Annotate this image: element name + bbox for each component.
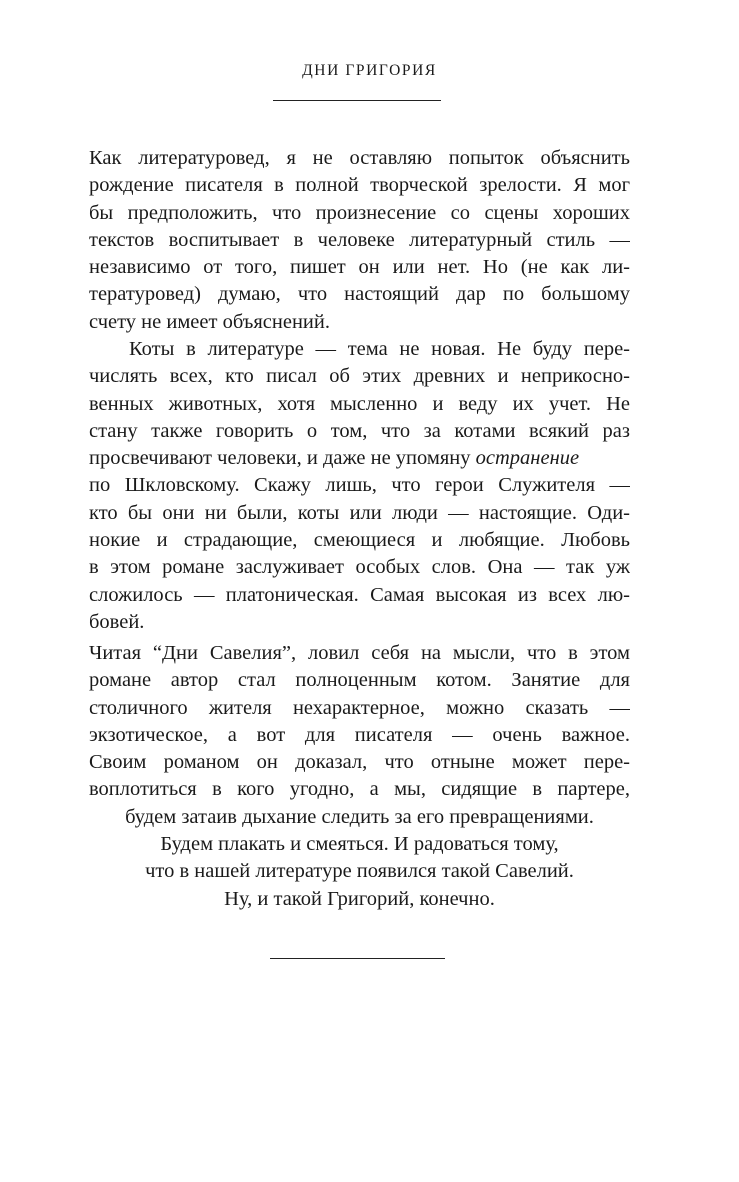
text-line: венных животных, хотя мысленно и веду их учет. Не [89, 392, 630, 415]
text-line: кто бы они ни были, коты или люди — настоящие. Оди- [89, 501, 630, 524]
text-line: романе автор стал полноценным котом. Занятие для [89, 669, 630, 692]
text-line: бы предположить, что произнесение со сцены хороших [89, 201, 630, 224]
text-line: независимо от того, пишет он или нет. Но (не как ли- [89, 256, 630, 279]
paragraph-3 [89, 640, 630, 831]
text-line: Как литературовед, я не оставляю попыток объяснить [89, 147, 630, 169]
text-line: экзотическое, а вот для писателя — очень важное. [89, 723, 630, 746]
text-line: столичного жителя нехарактерное, можно сказать — [89, 696, 630, 719]
text-line: будем затаив дыхание следить за его превращениями. [125, 805, 594, 828]
closing-rule [270, 958, 445, 959]
text-line: Читая “Дни Савелия”, ловил себя на мысли, что в этом [89, 642, 630, 664]
paragraph-1 [89, 145, 630, 336]
text-line: сложилось — платоническая. Самая высокая из всех лю- [89, 583, 630, 606]
text-line: в этом романе заслуживает особых слов. Она — так уж [89, 556, 630, 579]
text-line: стану также говорить о том, что за котами всякий раз [89, 419, 630, 442]
text-line: Коты в литературе — тема не новая. Не буду пере- [129, 338, 630, 360]
paragraph-2 [89, 336, 630, 636]
text-line: воплотиться в кого угодно, а мы, сидящие в партере, [89, 778, 630, 801]
header-rule [273, 100, 441, 101]
text-line: числять всех, кто писал об этих древних и неприкосно- [89, 365, 630, 388]
text-line: Ну, и такой Григорий, конечно. [224, 887, 495, 910]
text-line: текстов воспитывает в человеке литературный стиль — [89, 228, 630, 251]
text-line: Своим романом он доказал, что отныне может пере- [89, 751, 630, 774]
text-line: бовей. [89, 610, 145, 633]
text-segment: просвечивают человеки, и даже не упомяну [89, 447, 476, 470]
text-line: счету не имеет объяснений. [89, 310, 330, 333]
text-line [89, 445, 630, 472]
paragraph-4 [89, 831, 630, 913]
text-line: тературовед) думаю, что настоящий дар по большому [89, 283, 630, 306]
text-line: рождение писателя в полной творческой зрелости. Я мог [89, 174, 630, 197]
text-line: нокие и страдающие, смеющиеся и любящие. Любовь [89, 529, 630, 552]
running-header: ДНИ ГРИГОРИЯ [302, 62, 437, 79]
italic-term: остранение [475, 447, 580, 470]
text-line: Будем плакать и смеяться. И радоваться тому, [160, 833, 559, 855]
text-line: что в нашей литературе появился такой Савелий. [145, 860, 574, 883]
text-line: по Шкловскому. Скажу лишь, что герои Служителя — [89, 474, 630, 497]
